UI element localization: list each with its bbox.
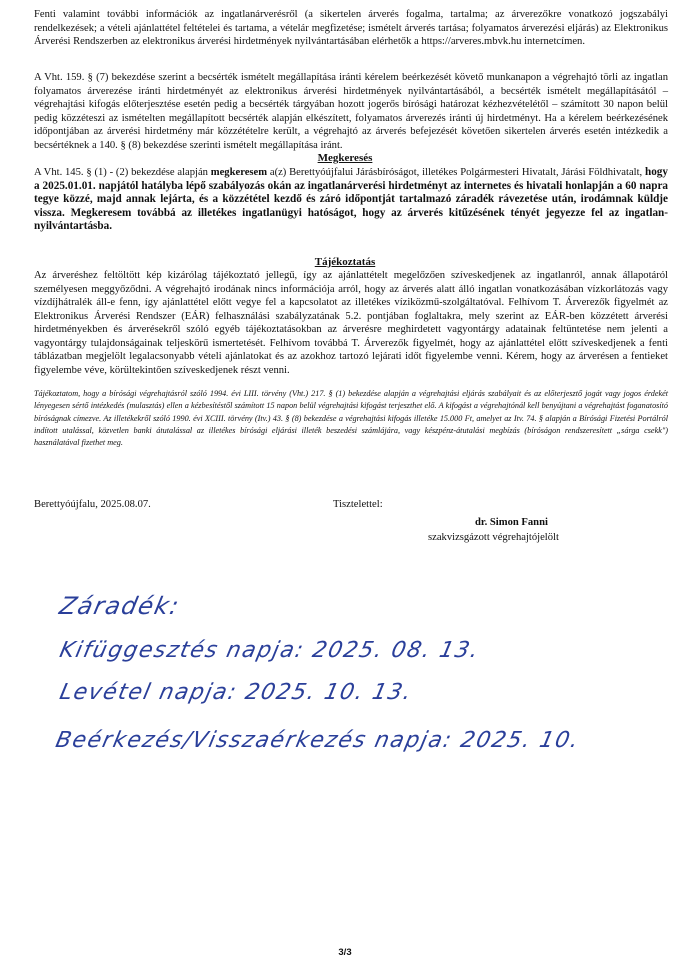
- megkereses-paragraph: [34, 166, 668, 234]
- megkereses-heading: Megkeresés: [317, 152, 373, 164]
- megkereses-addressees: a(z) Berettyóújfalui Járásbíróságot, illetékes Polgármesteri Hivatalt, Járási Földhivatalt,: [267, 167, 645, 178]
- vht159-paragraph: A Vht. 159. § (7) bekezdése szerint a becsérték ismételt megállapítása iránti kérelem beérkezését követő munkanapon a végrehajtó törli az ingatlan folyamatos árverezése iránti hirdetményét az elektronikus árverési hirdetmények nyilvántartásából, a becsérték ismételt megállapításától – végrehajtási kifogás előterjesztése esetén pedig a becsérték tárgyában hozott jogerős bírósági határozat kézhezvételétől – számított 30 napon belül pedig közzéteszi az ismételten megállapított becsérték alapján elkészített, folyamatos árverezés iránti új hirdetményt. Ha a kérelem beérkezésének időpontjában az árverési hirdetmény már közzétételre került, a végrehajtó az árverés befejezését követően sikertelen árverés esetén intézkedik a becsértéknek a 140. § (8) bekezdése szerinti ismételt megállapítása iránt.: [34, 72, 668, 151]
- megkereses-intro-text: A Vht. 145. § (1) - (2) bekezdése alapján: [34, 167, 211, 178]
- page-number: 3/3: [338, 947, 352, 958]
- tajekoztatas-heading: Tájékoztatás: [314, 256, 376, 268]
- signature-closing: Tisztelettel:: [333, 499, 383, 510]
- tajekoztatas-paragraph: Az árveréshez feltöltött kép kizárólag tájékoztató jellegű, így az ajánlattételt megelőzően szíveskedjenek az ingatlanról, annak állapotáról személyesen meggyőződni. A végrehajtó irodának nincs információja arról, hogy az árverés alatt álló ingatlan vonatkozásában vízkorlátozás vagy vízdíjhátralék áll-e fenn, így ajánlattétel előtt vegye fel a kapcsolatot az illetékes víziközmű-szolgáltatóval. Felhívom T. Árverezők figyelmét az Elektronikus Árverési Rendszer (EÁR) felhasználási szabályzatának 5.2. pontjában foglaltakra, mely szerint az EÁR-ben közzétett árverési hirdetményekben és árverésekről szóló egyéb tájékoztatásokban az árverésre meghirdetett vagyontárgy adatainak feltüntetése nem jelenti a vagyontárgy tulajdonságainak teljeskörű ismertetését. Felhívom továbbá T. Árverezők figyelmét, hogy az ajánlattétel előtt szíveskedjenek a fenti táblázatban megjelölt legalacsonyabb vételi ajánlatokat és az azokhoz tartozó lejárati időt figyelembe venni. Kérem, hogy az árverésen a fentieket figyelembe véve, körültekintően szíveskedjenek részt venni.: [34, 270, 668, 376]
- signature-place-date: Berettyóújfalu, 2025.08.07.: [34, 499, 151, 510]
- intro-paragraph: Fenti valamint további információk az ingatlanárverésről (a sikertelen árverés fogalma, tartalma; az árverezőkre vonatkozó jogszabályi rendelkezések; a vételi ajánlattétel feltételei és tartama, a vételár megfizetése; ismételt árverés tartása; folyamatos árverezési eljárás) az Elektronikus Árverési Rendszerben az elektronikus árverési hirdetmények nyilvántartásában elérhetők a https://arveres.mbvk.hu internetcímen.: [34, 9, 668, 47]
- megkereses-request-text: hogy a 2025.01.01. napjától hatályba lépő szabályozás okán az ingatlanárverési hirdetményt az internetes és hivatali honlapján a 60 napra tegye közzé, majd annak lejárta, és a közzététel kezdő és záró időpontját tartalmazó záradék rávezetése után, irodámnak küldje vissza. Megkeresem továbbá az illetékes ingatlanügyi hatóságot, hogy az árverés kitűzésének tényét jegyezze fel az ingatlan-nyilvántartásba.: [34, 166, 668, 232]
- handwritten-zaradek: Záradék:: [57, 592, 183, 620]
- signature-title: szakvizsgázott végrehajtójelölt: [428, 532, 559, 543]
- handwritten-levetel: Levétel napja: 2025. 10. 13.: [57, 680, 415, 705]
- handwritten-beerkezes: Beérkezés/Visszaérkezés napja: 2025. 10.: [53, 728, 582, 753]
- megkeresem-text: megkeresem: [210, 167, 268, 178]
- signature-name: dr. Simon Fanni: [475, 517, 548, 528]
- handwritten-kifuggesztes: Kifüggesztés napja: 2025. 08. 13.: [57, 638, 482, 663]
- legal-notice: Tájékoztatom, hogy a bírósági végrehajtásról szóló 1994. évi LIII. törvény (Vht.) 217. § (1) bekezdése alapján a végrehajtási eljárás szabályait és az előterjesztő jogát vagy jogos érdekét lényegesen sértő intézkedés (mulasztás) ellen a kézbesítéstől számított 15 napon belül végrehajtási kifogást terjeszthet elő. A kifogást a végrehajtónál kell benyújtani a végrehajtást foganatosító bíróságnak címezve. Az illetékekről szóló 1990. évi XCIII. törvény (Itv.) 43. § (8) bekezdése a végrehajtási kifogás illetéke 15.000 Ft, amelyet az Itv. 74. § alapján a Bírósági Fizetési Portálról indított utalással, közvetlen banki átutalással az illetékes bírósági eljárási illeték beszedési számlájára, vagy készpénz-átutalási megbízás (bíróságon rendszeresített „sárga csekk") használatával fizethet meg.: [34, 389, 668, 448]
